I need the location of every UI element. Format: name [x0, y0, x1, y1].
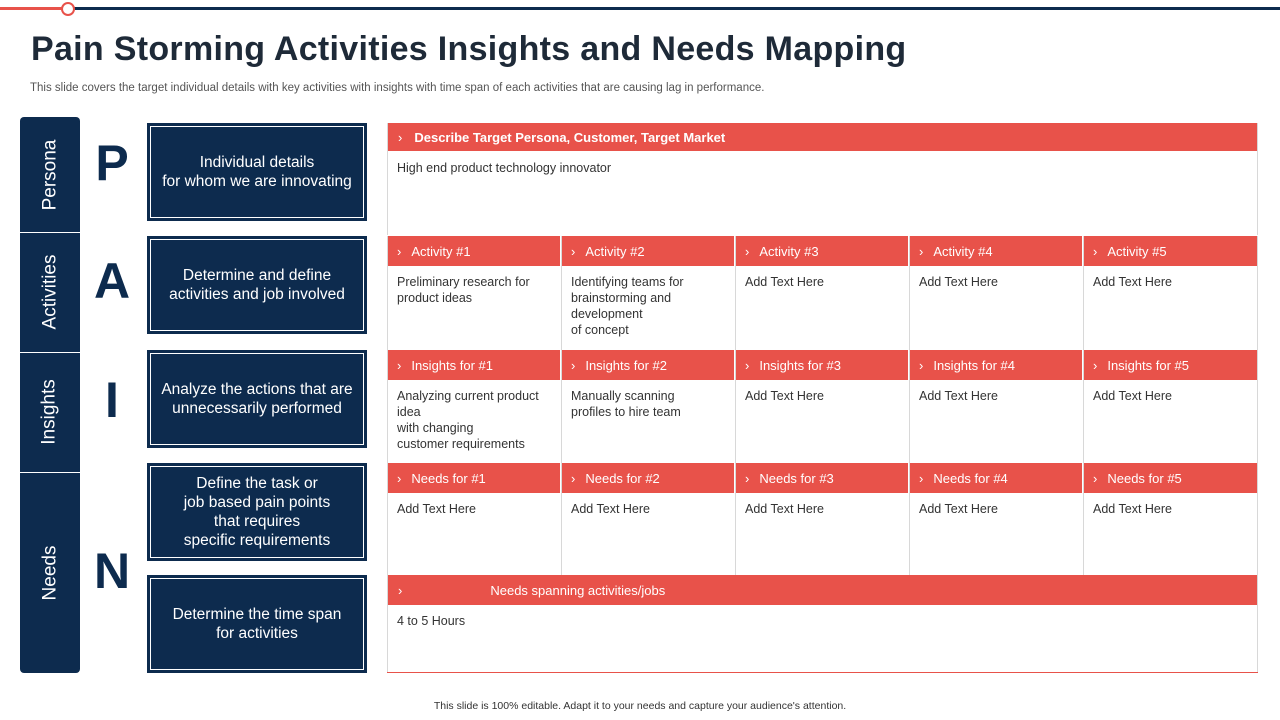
letter-p: P — [95, 135, 129, 191]
chevron-right-icon: › — [919, 470, 924, 486]
activity-header: › Activity #4 — [910, 236, 1083, 266]
persona-body: High end product technology innovator — [397, 161, 612, 175]
activity-cell: Preliminary research for product ideas — [397, 275, 530, 305]
insights-panel — [387, 350, 1258, 463]
chevron-right-icon: › — [397, 357, 402, 373]
letter-a: A — [93, 253, 131, 309]
chevron-right-icon: › — [919, 357, 924, 373]
letter-n: N — [93, 543, 131, 599]
activity-header: › Activity #5 — [1084, 236, 1257, 266]
activity-header: › Activity #1 — [388, 236, 561, 266]
time-span-panel — [387, 575, 1258, 672]
activities-panel — [387, 236, 1258, 350]
chevron-right-icon: › — [1093, 470, 1098, 486]
top-rule — [0, 7, 1280, 10]
persona-header: › Describe Target Persona, Customer, Target Market — [388, 123, 1257, 151]
chevron-right-icon: › — [571, 243, 576, 259]
need-header: › Needs for #5 — [1084, 463, 1257, 493]
step-box-persona: Individual details for whom we are innovating — [147, 123, 367, 221]
insight-cell: Add Text Here — [919, 389, 998, 403]
activity-column — [910, 236, 1084, 350]
insight-cell: Add Text Here — [745, 389, 824, 403]
chevron-right-icon: › — [397, 243, 402, 259]
sidebar-item-persona: Persona — [20, 117, 80, 233]
insight-column — [736, 350, 910, 463]
activity-column — [388, 236, 562, 350]
insight-cell: Manually scanning profiles to hire team — [571, 389, 681, 419]
insight-column — [1084, 350, 1257, 463]
need-cell: Add Text Here — [1093, 502, 1172, 516]
activity-cell: Add Text Here — [1093, 275, 1172, 289]
step-box-needs: Define the task or job based pain points that requires specific requirements — [147, 463, 367, 561]
footer-note: This slide is 100% editable. Adapt it to your needs and capture your audience's attention. — [433, 700, 847, 712]
page-subtitle: This slide covers the target individual details with key activities with insights with time span of each activities that are causing lag in performance. — [30, 82, 765, 94]
activity-column — [562, 236, 736, 350]
letter-i: I — [105, 372, 119, 428]
need-cell: Add Text Here — [397, 502, 476, 516]
need-column — [736, 463, 910, 575]
chevron-right-icon: › — [745, 357, 750, 373]
chevron-right-icon: › — [397, 470, 402, 486]
insight-column — [388, 350, 562, 463]
chevron-right-icon: › — [571, 357, 576, 373]
insight-column — [562, 350, 736, 463]
chevron-right-icon: › — [398, 129, 403, 145]
need-cell: Add Text Here — [571, 502, 650, 516]
sidebar-item-insights: Insights — [20, 352, 80, 473]
sidebar-item-activities: Activities — [20, 232, 80, 353]
step-box-time-span: Determine the time span for activities — [147, 575, 367, 673]
needs-panel — [387, 463, 1258, 575]
chevron-right-icon: › — [745, 470, 750, 486]
chevron-right-icon: › — [571, 470, 576, 486]
activity-column — [1084, 236, 1257, 350]
insight-header: › Insights for #2 — [562, 350, 735, 380]
activity-cell: Add Text Here — [919, 275, 998, 289]
insight-header: › Insights for #5 — [1084, 350, 1257, 380]
top-rule-accent — [0, 7, 62, 10]
need-cell: Add Text Here — [745, 502, 824, 516]
time-span-body: 4 to 5 Hours — [397, 614, 466, 628]
step-box-insights: Analyze the actions that are unnecessarily performed — [147, 350, 367, 448]
insight-column — [910, 350, 1084, 463]
pain-sidebar — [20, 117, 80, 673]
insight-header: › Insights for #3 — [736, 350, 909, 380]
persona-panel — [387, 123, 1258, 235]
insight-header: › Insights for #4 — [910, 350, 1083, 380]
need-column — [562, 463, 736, 575]
table-bottom-rule — [387, 672, 1258, 673]
chevron-right-icon: › — [919, 243, 924, 259]
activity-cell: Add Text Here — [745, 275, 824, 289]
top-rule-dot — [61, 2, 75, 16]
need-cell: Add Text Here — [919, 502, 998, 516]
step-box-activities: Determine and define activities and job involved — [147, 236, 367, 334]
chevron-right-icon: › — [1093, 357, 1098, 373]
activity-header: › Activity #3 — [736, 236, 909, 266]
activity-column — [736, 236, 910, 350]
need-column — [1084, 463, 1257, 575]
need-column — [910, 463, 1084, 575]
activity-header: › Activity #2 — [562, 236, 735, 266]
sidebar-item-needs: Needs — [38, 545, 60, 600]
need-header: › Needs for #3 — [736, 463, 909, 493]
activity-cell: Identifying teams for brainstorming and development of concept — [571, 275, 684, 337]
need-header: › Needs for #2 — [562, 463, 735, 493]
time-span-header: › Needs spanning activities/jobs — [388, 575, 1257, 605]
need-column — [388, 463, 562, 575]
insight-cell: Add Text Here — [1093, 389, 1172, 403]
need-header: › Needs for #4 — [910, 463, 1083, 493]
chevron-right-icon: › — [398, 582, 403, 598]
chevron-right-icon: › — [1093, 243, 1098, 259]
need-header: › Needs for #1 — [388, 463, 561, 493]
page-title: Pain Storming Activities Insights and Needs Mapping — [31, 30, 907, 68]
insight-cell: Analyzing current product idea with changing customer requirements — [397, 389, 539, 451]
insight-header: › Insights for #1 — [388, 350, 561, 380]
chevron-right-icon: › — [745, 243, 750, 259]
